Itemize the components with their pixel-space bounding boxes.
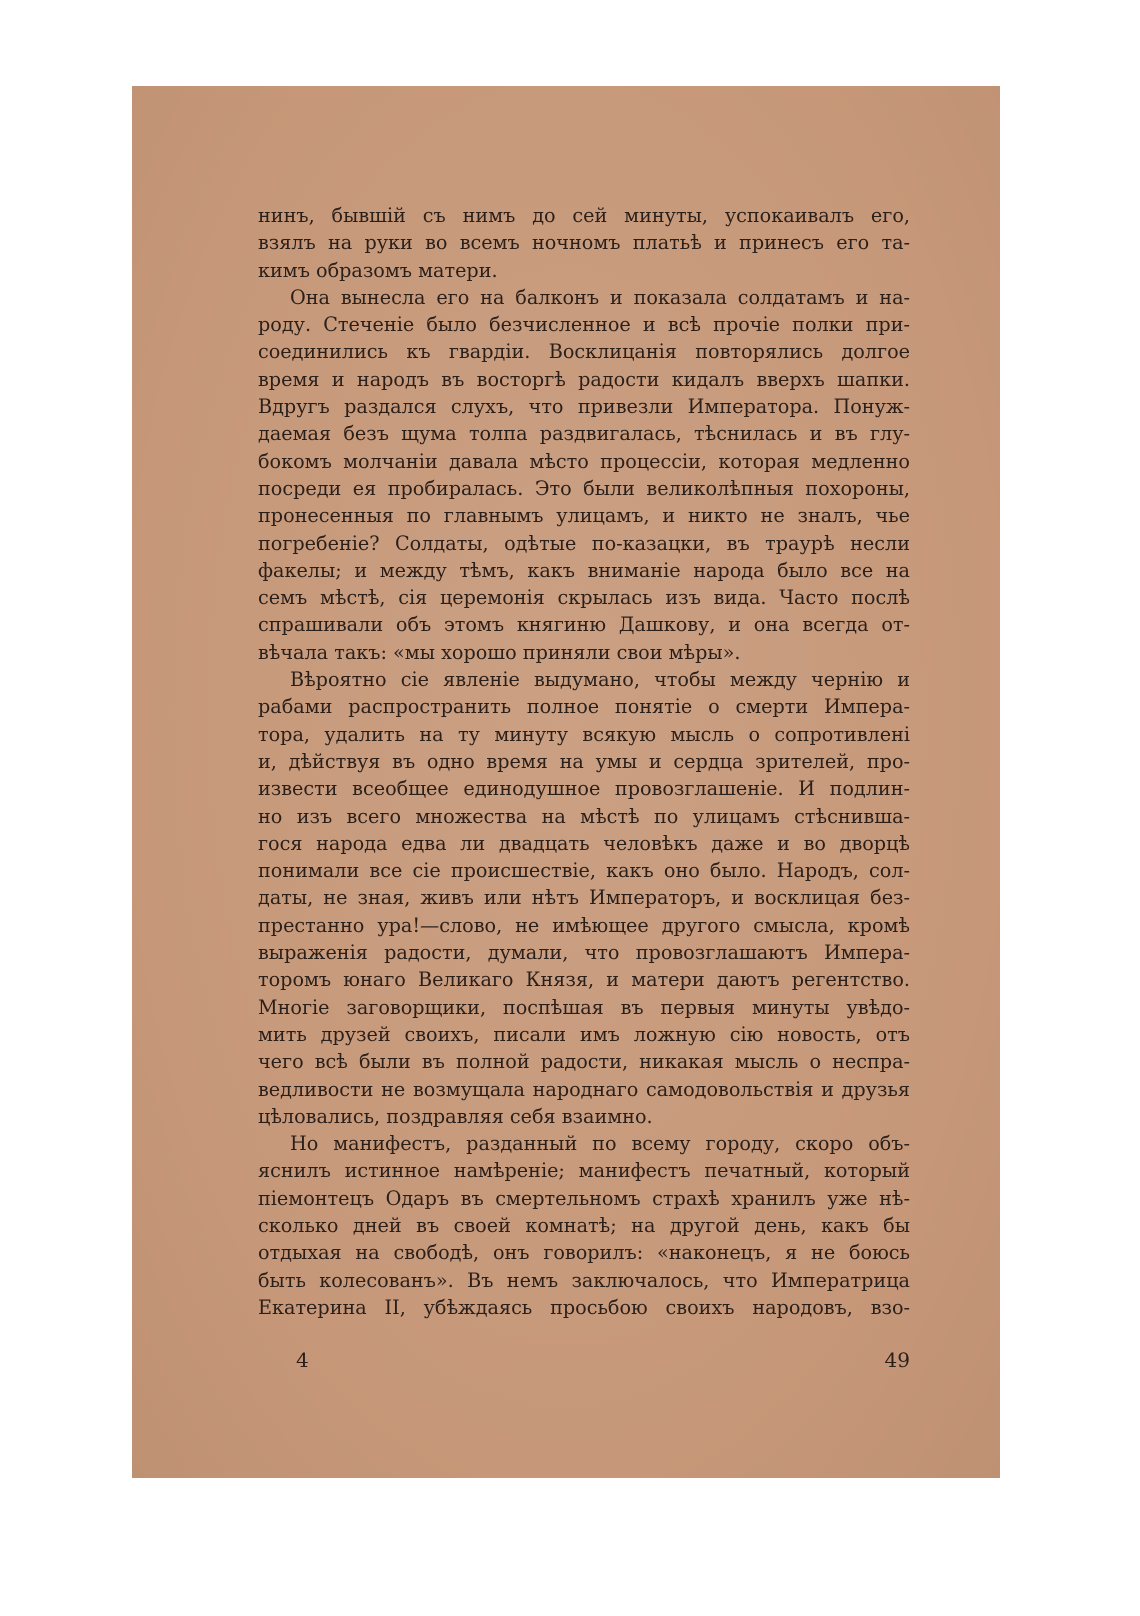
text-line: ведливости не возмущала народнаго самодовольствія и друзья: [258, 1077, 910, 1101]
paragraph-start-line: Но манифестъ, разданный по всему городу, скоро объ-: [290, 1132, 910, 1156]
text-line: спрашивали объ этомъ княгиню Дашкову, и она всегда от-: [258, 613, 910, 637]
paragraph-start-line: Вѣроятно сіе явленіе выдумано, чтобы между чернію и: [290, 668, 910, 692]
text-line: піемонтецъ Одаръ въ смертельномъ страхѣ хранилъ уже нѣ-: [258, 1186, 910, 1210]
text-line: цѣловались, поздравляя себя взаимно.: [258, 1104, 653, 1128]
text-line: престанно ура!—слово, не имѣющее другого смысла, кромѣ: [258, 913, 910, 937]
text-line: даемая безъ щума толпа раздвигалась, тѣснилась и въ глу-: [258, 422, 910, 446]
page-number: 49: [884, 1348, 910, 1372]
text-line: но изъ всего множества на мѣстѣ по улицамъ стѣснивша-: [258, 804, 910, 828]
text-line: тора, удалить на ту минуту всякую мысль о сопротивлені: [258, 722, 910, 746]
text-line: вѣчала такъ: «мы хорошо приняли свои мѣры».: [258, 640, 741, 664]
text-line: мить друзей своихъ, писали имъ ложную сію новость, отъ: [258, 1022, 910, 1046]
text-line: взялъ на руки во всемъ ночномъ платьѣ и принесъ его та-: [258, 231, 910, 255]
text-line: даты, не зная, живъ или нѣтъ Императоръ, и восклицая без-: [258, 886, 910, 910]
text-line: быть колесованъ». Въ немъ заключалось, что Императрица: [258, 1268, 910, 1292]
text-line: пронесенныя по главнымъ улицамъ, и никто не зналъ, чье: [258, 504, 910, 528]
text-line: факелы; и между тѣмъ, какъ вниманіе народа было все на: [258, 558, 910, 582]
text-line: извести всеобщее единодушное провозглашеніе. И подлин-: [258, 777, 910, 801]
page-footer: [258, 1348, 910, 1378]
text-line: выраженія радости, думали, что провозглашаютъ Импера-: [258, 941, 910, 965]
signature-mark: 4: [296, 1348, 309, 1372]
page-text: [258, 202, 910, 1321]
text-line: и, дѣйствуя въ одно время на умы и сердца зрителей, про-: [258, 749, 910, 773]
book-page: [132, 86, 1000, 1478]
text-line: понимали все сіе происшествіе, какъ оно было. Народъ, сол-: [258, 859, 910, 883]
text-line: Вдругъ раздался слухъ, что привезли Императора. Понуж-: [258, 395, 910, 419]
text-line: Екатерина II, убѣждаясь просьбою своихъ народовъ, взо-: [258, 1295, 910, 1319]
text-line: торомъ юнаго Великаго Князя, и матери даютъ регентство.: [258, 968, 910, 992]
text-line: кимъ образомъ матери.: [258, 258, 498, 282]
text-line: время и народъ въ восторгѣ радости кидалъ вверхъ шапки.: [258, 367, 910, 391]
text-line: отдыхая на свободѣ, онъ говорилъ: «наконецъ, я не боюсь: [258, 1241, 910, 1265]
paragraph-start-line: Она вынесла его на балконъ и показала солдатамъ и на-: [290, 285, 910, 309]
text-line: семъ мѣстѣ, сія церемонія скрылась изъ вида. Часто послѣ: [258, 586, 910, 610]
text-line: рабами распространить полное понятіе о смерти Импера-: [258, 695, 910, 719]
text-line: яснилъ истинное намѣреніе; манифестъ печатный, который: [258, 1159, 910, 1183]
text-line: соединились къ гвардіи. Восклицанія повторялись долгое: [258, 340, 910, 364]
text-line: сколько дней въ своей комнатѣ; на другой день, какъ бы: [258, 1213, 910, 1237]
text-line: бокомъ молчаніи давала мѣсто процессіи, которая медленно: [258, 449, 910, 473]
text-line: роду. Стеченіе было безчисленное и всѣ прочіе полки при-: [258, 313, 910, 337]
text-line: погребеніе? Солдаты, одѣтые по-казацки, въ траурѣ несли: [258, 531, 910, 555]
text-line: посреди ея пробиралась. Это были великолѣпныя похороны,: [258, 476, 910, 500]
text-line: нинъ, бывшій съ нимъ до сей минуты, успокаивалъ его,: [258, 204, 910, 227]
text-line: Многіе заговорщики, поспѣшая въ первыя минуты увѣдо-: [258, 995, 910, 1019]
text-line: чего всѣ были въ полной радости, никакая мысль о неспра-: [258, 1050, 910, 1074]
text-line: гося народа едва ли двадцать человѣкъ даже и во дворцѣ: [258, 831, 910, 855]
